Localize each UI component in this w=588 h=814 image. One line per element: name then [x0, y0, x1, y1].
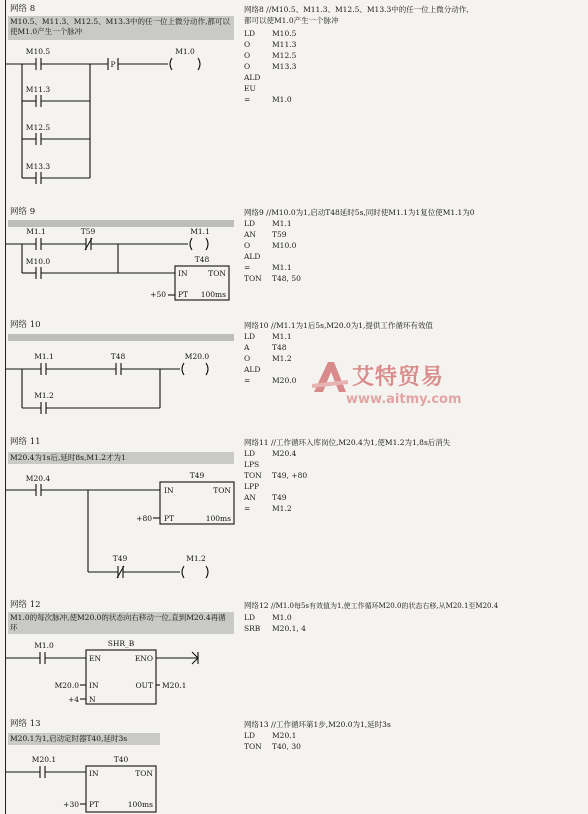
contact-label: M1.0: [34, 641, 54, 650]
stl-instruction: [244, 481, 588, 492]
stl-listing: [244, 437, 588, 514]
stl-operand: M11.3: [272, 40, 297, 49]
timer-unit: 100ms: [127, 800, 153, 809]
stl-instruction: [244, 623, 588, 634]
stl-opcode: SRB: [244, 624, 261, 633]
timer-in-label: IN: [178, 269, 188, 278]
stl-operand: T48: [272, 343, 287, 352]
network-comment: M20.1为1,启动定时器T40,延时3s: [8, 733, 160, 745]
stl-instruction: [244, 240, 588, 251]
stl-opcode: EU: [244, 84, 256, 93]
stl-opcode: O: [244, 40, 251, 49]
stl-opcode: =: [244, 504, 251, 513]
stl-operand: M1.1: [272, 332, 292, 341]
contact-label: M10.0: [25, 257, 51, 266]
stl-opcode: TON: [244, 471, 262, 480]
stl-instruction: [244, 730, 588, 741]
stl-opcode: TON: [244, 742, 262, 751]
timer-name: T49: [189, 471, 205, 480]
stl-instruction: [244, 612, 588, 623]
stl-operand: M13.3: [272, 62, 297, 71]
stl-opcode: O: [244, 51, 251, 60]
network-comment: M10.5、M11.3、M12.5、M13.3中的任一位上微分动作,都可以使M1.0产生一个脉冲: [8, 16, 234, 40]
stl-title: 网络13: [244, 720, 269, 729]
stl-opcode: LD: [244, 29, 255, 38]
watermark-url: www.aitmy.com: [346, 392, 462, 407]
stl-instruction: [244, 229, 588, 240]
stl-instruction: [244, 448, 588, 459]
contact-label: M20.1: [31, 755, 57, 764]
coil-label: M1.0: [175, 47, 195, 56]
stl-opcode: O: [244, 62, 251, 71]
network-title: 网络 12: [10, 600, 41, 610]
stl-opcode: =: [244, 376, 251, 385]
stl-instruction: [244, 470, 588, 481]
stl-title: 网络9: [244, 208, 264, 217]
network-comment: M1.0的每次脉冲,使M20.0的状态向右移动一位,直到M20.4再循环: [8, 612, 234, 634]
timer-unit: 100ms: [205, 514, 231, 523]
stl-operand: M1.0: [272, 613, 292, 622]
contact-label: M10.5: [25, 47, 51, 56]
stl-instruction: [244, 61, 588, 72]
block-n-label: N: [89, 695, 96, 704]
contact-label: T49: [112, 554, 128, 563]
stl-opcode: ALD: [244, 252, 261, 261]
block-en-label: EN: [89, 654, 102, 663]
ladder-diagram: [0, 0, 240, 190]
timer-preset-value: +80: [136, 514, 152, 523]
stl-instruction: [244, 50, 588, 61]
timer-name: T40: [113, 755, 129, 764]
timer-pt-label: PT: [164, 514, 175, 523]
stl-opcode: AN: [244, 230, 256, 239]
stl-operand: M20.4: [272, 449, 297, 458]
network-comment: M20.4为1s后,延时8s,M1.2才为1: [8, 452, 234, 464]
stl-operand: M20.1: [272, 731, 297, 740]
stl-operand: T49, +80: [272, 471, 308, 480]
ladder-diagram: [0, 434, 240, 584]
stl-operand: T49: [272, 493, 287, 502]
contact-label: M1.2: [34, 391, 54, 400]
logo-a-icon: [310, 358, 350, 398]
contact-label: M20.4: [25, 474, 51, 483]
stl-instruction: [244, 251, 588, 262]
timer-unit: 100ms: [200, 290, 226, 299]
stl-operand: M20.0: [272, 376, 297, 385]
stl-comment: //M10.0为1,启动T48延时5s,同时使M1.1为1复位使M1.1为0: [266, 208, 475, 217]
stl-operand: T59: [272, 230, 287, 239]
timer-pt-label: PT: [178, 290, 189, 299]
timer-in-label: IN: [164, 486, 174, 495]
contact-label: M1.1: [34, 352, 54, 361]
stl-title: 网络12: [244, 601, 269, 610]
stl-opcode: LD: [244, 731, 255, 740]
stl-instruction: [244, 459, 588, 470]
network-title: 网络 13: [10, 719, 41, 729]
stl-opcode: O: [244, 354, 251, 363]
block-eno-label: ENO: [134, 654, 153, 663]
stl-comment: //工作循环第1步,M20.0为1,延时3s: [270, 720, 391, 729]
stl-opcode: ALD: [244, 365, 261, 374]
stl-instruction: [244, 262, 588, 273]
block-name: SHR_B: [107, 639, 135, 648]
stl-opcode: AN: [244, 493, 256, 502]
stl-operand: M1.1: [272, 219, 292, 228]
ladder-diagram: [0, 204, 240, 304]
timer-type: TON: [213, 486, 231, 495]
watermark-logo: [310, 358, 490, 416]
timer-name: T48: [194, 255, 210, 264]
ladder-diagram: [0, 596, 240, 706]
network-title: 网络 8: [10, 4, 36, 14]
stl-opcode: LD: [244, 219, 255, 228]
stl-operand: M20.1, 4: [272, 624, 306, 633]
stl-opcode: LD: [244, 332, 255, 341]
ladder-diagram: [0, 317, 240, 417]
stl-opcode: LPS: [244, 460, 260, 469]
timer-in-label: IN: [89, 769, 99, 778]
stl-comment: //M10.5、M11.3、M12.5、M13.3中的任一位上微分动作, 都可以使M1.0产生一个脉冲: [244, 5, 469, 25]
stl-comment: //M1.1为1后5s,M20.0为1,提供工作循环有效值: [270, 321, 433, 330]
stl-comment: //M1.0每5s有效值为1,使工作循环M20.0的状态右移,从M20.1至M20.4: [270, 602, 499, 610]
contact-label: T59: [80, 227, 96, 236]
stl-opcode: LD: [244, 613, 255, 622]
stl-instruction: [244, 741, 588, 752]
stl-listing: [244, 4, 588, 105]
stl-opcode: A: [244, 343, 250, 352]
block-in-label: IN: [89, 681, 99, 690]
stl-opcode: =: [244, 263, 251, 272]
stl-opcode: O: [244, 241, 251, 250]
timer-pt-label: PT: [89, 800, 100, 809]
stl-listing: [244, 207, 588, 284]
contact-label: M1.1: [26, 227, 46, 236]
watermark-title: 艾特贸易: [352, 365, 445, 390]
network-title: 网络 11: [10, 437, 41, 447]
stl-instruction: [244, 492, 588, 503]
timer-preset-value: +50: [150, 290, 166, 299]
stl-operand: M1.2: [272, 504, 292, 513]
stl-instruction: [244, 83, 588, 94]
stl-opcode: LPP: [244, 482, 260, 491]
stl-operand: M10.5: [272, 29, 297, 38]
stl-title: 网络10: [244, 321, 269, 330]
contact-label: M13.3: [25, 162, 51, 171]
network-title: 网络 10: [10, 320, 41, 330]
stl-operand: T48, 50: [272, 274, 301, 283]
stl-instruction: [244, 273, 588, 284]
stl-instruction: [244, 218, 588, 229]
stl-title: 网络8: [244, 5, 264, 14]
stl-opcode: ALD: [244, 73, 261, 82]
stl-opcode: LD: [244, 449, 255, 458]
stl-operand: M1.1: [272, 263, 292, 272]
contact-label: M12.5: [25, 123, 51, 132]
stl-instruction: [244, 94, 588, 105]
network-title: 网络 9: [10, 207, 36, 217]
block-in-value: M20.0: [54, 681, 79, 690]
stl-listing: [244, 719, 588, 752]
contact-label: T48: [110, 352, 126, 361]
coil-label: M1.1: [190, 227, 210, 236]
stl-operand: M1.0: [272, 95, 292, 104]
stl-instruction: [244, 331, 588, 342]
stl-opcode: TON: [244, 274, 262, 283]
timer-preset-value: +30: [63, 800, 79, 809]
ladder-diagram: [0, 715, 240, 814]
coil-label: M20.0: [184, 352, 210, 361]
stl-comment: //工作循环入库岗位,M20.4为1,使M1.2为1,8s后消失: [270, 438, 451, 447]
stl-instruction: [244, 72, 588, 83]
stl-instruction: [244, 39, 588, 50]
stl-operand: M10.0: [272, 241, 297, 250]
contact-label: M11.3: [25, 85, 51, 94]
block-out-label: OUT: [135, 681, 153, 690]
stl-instruction: [244, 503, 588, 514]
timer-type: TON: [135, 769, 153, 778]
stl-title: 网络11: [244, 438, 269, 447]
block-out-value: M20.1: [162, 681, 187, 690]
stl-operand: M12.5: [272, 51, 297, 60]
block-n-value: +4: [67, 695, 79, 704]
stl-operand: M1.2: [272, 354, 292, 363]
timer-type: TON: [208, 269, 226, 278]
stl-opcode: =: [244, 95, 251, 104]
stl-instruction: [244, 28, 588, 39]
coil-label: M1.2: [186, 554, 206, 563]
stl-listing: [244, 600, 588, 634]
stl-instruction: [244, 342, 588, 353]
edge-detect-label: P: [110, 60, 116, 69]
stl-operand: T40, 30: [272, 742, 301, 751]
